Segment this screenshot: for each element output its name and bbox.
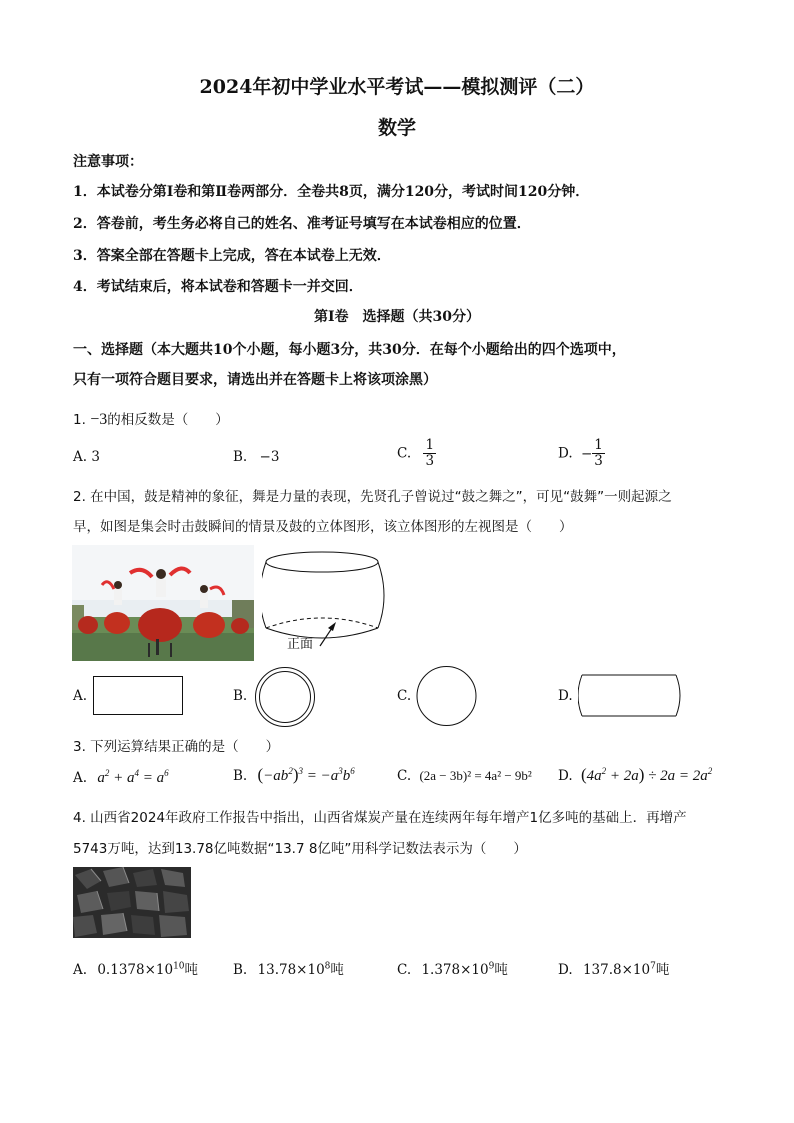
q4-option-b-unit: 吨 xyxy=(330,962,344,978)
q1-option-d-sign: − xyxy=(580,445,593,462)
q3-option-d-expression: $(4a^2 + 2a) \div 2a = 2a^2$ xyxy=(580,765,713,784)
notice-item-4: 4．考试结束后，将本试卷和答题卡一并交回． xyxy=(73,279,363,295)
q4-option-d-label: D. xyxy=(558,962,573,978)
q4-option-c-label: C. xyxy=(397,962,412,978)
q4-option-d-unit: 吨 xyxy=(655,962,670,978)
q1-option-c-label: C. xyxy=(397,445,412,462)
q1-option-d[interactable] xyxy=(558,438,605,469)
notice-item-1: 1．本试卷分第Ⅰ卷和第Ⅱ卷两部分．全卷共8页，满分120分，考试时间120分钟． xyxy=(73,184,590,200)
q3-option-d-label: D. xyxy=(558,768,573,784)
q1-option-c-denominator: 3 xyxy=(425,453,435,469)
q1-option-b-value: −3 xyxy=(259,449,280,465)
q2-option-b-label[interactable]: B. xyxy=(233,688,248,704)
q2-option-d-barrel-shape[interactable] xyxy=(578,674,682,718)
q4-option-b-label: B. xyxy=(233,962,248,978)
question-4-line-2: 5743万吨，达到13.78亿吨数据“13.7 8亿吨”用科学记数法表示为（ ） xyxy=(73,841,527,857)
q1-option-c-numerator: 1 xyxy=(425,437,435,453)
q4-option-c-mantissa: 1.378×10 xyxy=(421,962,489,978)
q4-option-d-mantissa: 137.8×10 xyxy=(582,962,651,978)
q2-option-a-rectangle[interactable] xyxy=(93,676,184,716)
q1-option-d-denominator: 3 xyxy=(594,453,603,469)
q2-option-c-label[interactable]: C. xyxy=(397,688,412,704)
q4-option-a-label: A. xyxy=(73,962,88,978)
q1-option-d-fraction xyxy=(592,438,605,469)
notice-item-3: 3．答案全部在答题卡上完成，答在本试卷上无效． xyxy=(73,248,391,264)
q4-option-a[interactable] xyxy=(73,958,198,978)
question-2-line-2: 早，如图是集会时击鼓瞬间的情景及鼓的立体图形，该立体图形的左视图是（ ） xyxy=(73,519,573,535)
q1-option-d-numerator: 1 xyxy=(594,437,603,453)
question-1-expr: −3 xyxy=(90,411,108,428)
q4-option-b-exponent: 8 xyxy=(324,961,331,972)
drum-performance-photo xyxy=(72,545,254,661)
front-view-label: 正面 xyxy=(287,637,314,652)
exam-title: 2024年初中学业水平考试——模拟测评（二） xyxy=(199,76,595,98)
q3-option-c-expression: (2a − 3b)² = 4a² − 9b² xyxy=(419,768,532,783)
question-2-line-1: 2. 在中国，鼓是精神的象征，舞是力量的表现，先贤孔子曾说过“鼓之舞之”，可见“鼓舞”一则起源之 xyxy=(73,489,672,505)
section-instruction-2: 只有一项符合题目要求，请选出并在答题卡上将该项涂黑） xyxy=(73,372,437,388)
q3-option-b-expression: $(-ab^2)^3 = -a^3b^6$ xyxy=(257,765,355,784)
q4-option-c[interactable] xyxy=(397,958,508,978)
q3-option-c-label: C. xyxy=(397,768,412,784)
q4-option-a-exponent: 10 xyxy=(173,961,185,972)
q4-option-d-exponent: 7 xyxy=(650,961,656,972)
q1-option-a[interactable] xyxy=(73,449,100,465)
q1-option-c-fraction xyxy=(423,438,436,469)
q3-option-a[interactable] xyxy=(73,768,169,787)
q4-option-b-mantissa: 13.78×10 xyxy=(257,962,325,978)
q3-option-a-expression: $a^2 + a^4 = a^6$ xyxy=(97,768,169,786)
q3-option-b[interactable] xyxy=(233,765,355,785)
q1-option-b[interactable] xyxy=(233,449,279,465)
q3-option-b-label: B. xyxy=(233,768,248,784)
q1-option-a-label: A. xyxy=(73,449,88,465)
q1-option-b-label: B. xyxy=(233,449,248,465)
q3-option-c[interactable] xyxy=(397,768,532,784)
notice-item-2: 2．答卷前，考生务必将自己的姓名、准考证号填写在本试卷相应的位置． xyxy=(73,216,531,232)
q4-option-c-unit: 吨 xyxy=(494,962,508,978)
question-3-stem: 3. 下列运算结果正确的是（ ） xyxy=(73,739,280,755)
question-1-stem xyxy=(73,408,229,429)
notice-heading: 注意事项： xyxy=(73,154,143,170)
q4-option-a-mantissa: 0.1378×10 xyxy=(97,962,174,978)
q4-option-c-exponent: 9 xyxy=(488,961,495,972)
question-1-number: 1. xyxy=(73,412,86,428)
q1-option-a-value: 3 xyxy=(91,449,100,465)
q2-option-c-circle[interactable] xyxy=(415,665,478,727)
section-title: 第Ⅰ卷 选择题（共30分） xyxy=(313,309,481,325)
question-4-line-1: 4. 山西省2024年政府工作报告中指出，山西省煤炭产量在连续两年每年增产1亿多吨的基础上．再增产 xyxy=(73,810,687,826)
q4-option-a-unit: 吨 xyxy=(184,962,199,978)
drum-3d-figure xyxy=(262,548,388,656)
subject-title: 数学 xyxy=(377,117,416,139)
q1-option-c[interactable] xyxy=(397,438,436,469)
section-instruction-1: 一、选择题（本大题共10个小题，每小题3分，共30分．在每个小题给出的四个选项中， xyxy=(73,342,626,358)
question-1-text: 的相反数是（ ） xyxy=(107,412,229,428)
q2-option-a-label[interactable]: A. xyxy=(73,688,88,704)
q2-option-d-label[interactable]: D. xyxy=(558,688,573,704)
q2-option-b-double-circle[interactable] xyxy=(253,666,317,728)
q4-option-b[interactable] xyxy=(233,958,344,978)
q3-option-d[interactable] xyxy=(558,765,712,785)
q4-option-d[interactable] xyxy=(558,958,669,978)
coal-photo xyxy=(73,867,191,938)
q1-option-d-label: D. xyxy=(558,445,573,462)
q3-option-a-label: A. xyxy=(73,770,88,786)
